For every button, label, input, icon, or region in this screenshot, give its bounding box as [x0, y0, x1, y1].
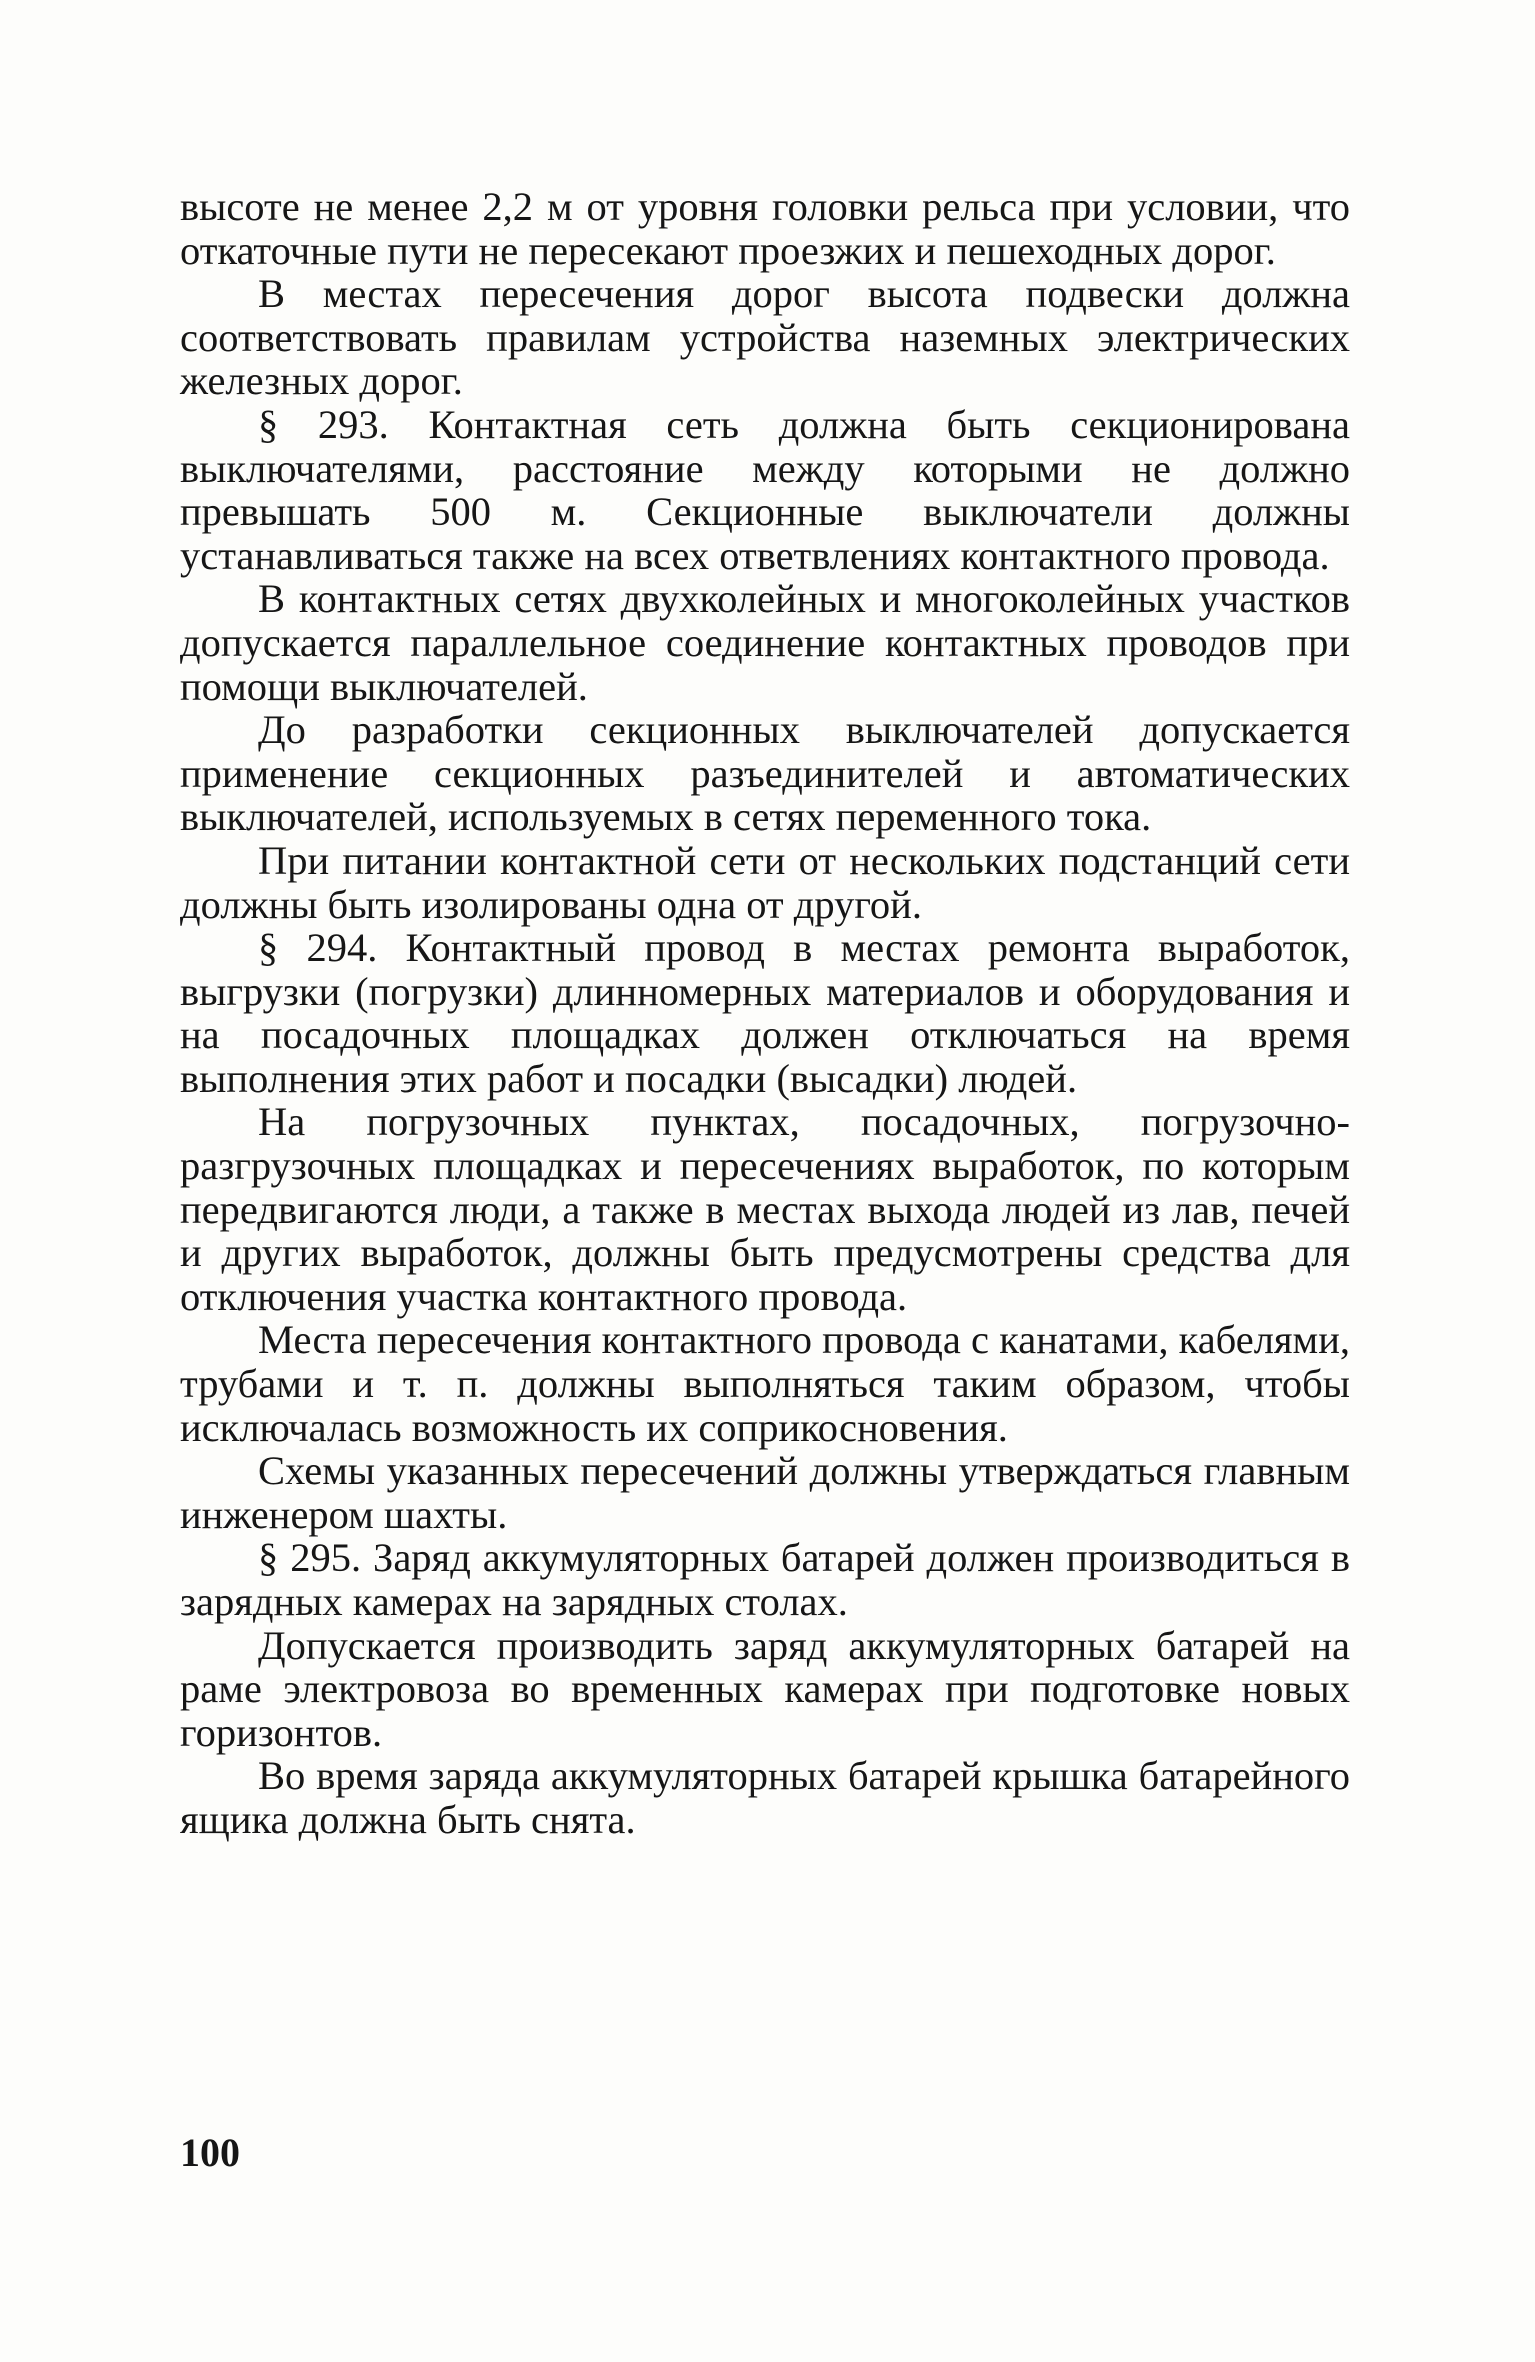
- paragraph-section-294: § 294. Контактный провод в местах ремонта выработок, выгрузки (погрузки) длинномерных материалов и оборудования и на посадочных площадках должен отключаться на время выполнения этих работ и посадки (высадки) людей.: [180, 925, 1350, 1101]
- paragraph-battery-lid: Во время заряда аккумуляторных батарей крышка батарейного ящика должна быть снята.: [180, 1753, 1350, 1842]
- paragraph-section-293: § 293. Контактная сеть должна быть секционирована выключателями, расстояние между которыми не должно превышать 500 м. Секционные выключатели должны устанавливаться также на всех ответвлениях контактного провода.: [180, 401, 1350, 578]
- paragraph-disconnectors: До разработки секционных выключателей допускается применение секционных разъединителей и автоматических выключателей, используемых в сетях переменного тока.: [180, 707, 1350, 840]
- paragraph-section-295: § 295. Заряд аккумуляторных батарей должен производиться в зарядных камерах на зарядных столах.: [180, 1535, 1350, 1624]
- paragraph-continuation: высоте не менее 2,2 м от уровня головки рельса при условии, что откаточные пути не пересекают проезжих и пешеходных дорог.: [180, 184, 1350, 273]
- paragraph-loading-points: На погрузочных пунктах, посадочных, погрузочно-разгрузочных площадках и пересечениях выработок, по которым передвигаются люди, а также в местах выхода людей из лав, печей и других выработок, должны быть предусмотрены средства для отключения участка контактного провода.: [180, 1099, 1350, 1319]
- paragraph-locomotive-charging: Допускается производить заряд аккумуляторных батарей на раме электровоза во временных камерах при подготовке новых горизонтов.: [180, 1622, 1350, 1755]
- paragraph-double-track: В контактных сетях двухколейных и многоколейных участков допускается параллельное соединение контактных проводов при помощи выключателей.: [180, 576, 1350, 709]
- page-body-text: [180, 185, 1350, 1842]
- paragraph-road-crossings: В местах пересечения дорог высота подвески должна соответствовать правилам устройства наземных электрических железных дорог.: [180, 271, 1350, 404]
- paragraph-substations: При питании контактной сети от нескольких подстанций сети должны быть изолированы одна от другой.: [180, 837, 1350, 927]
- page-number: 100: [180, 2130, 240, 2175]
- paragraph-crossings-cables: Места пересечения контактного провода с канатами, кабелями, трубами и т. п. должны выполняться таким образом, чтобы исключалась возможность их соприкосновения.: [180, 1317, 1350, 1450]
- paragraph-schemes-approval: Схемы указанных пересечений должны утверждаться главным инженером шахты.: [180, 1448, 1350, 1537]
